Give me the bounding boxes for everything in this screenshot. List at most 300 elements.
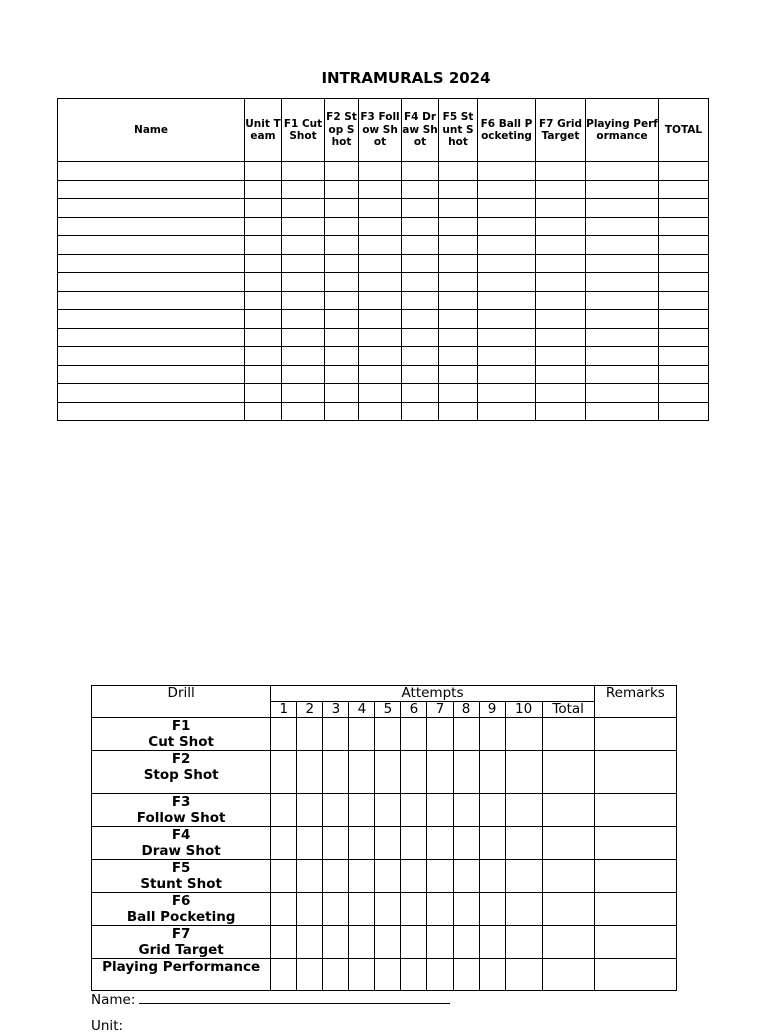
- score-cell[interactable]: [325, 365, 359, 384]
- attempt-cell[interactable]: [479, 718, 505, 751]
- attempt-cell[interactable]: [479, 893, 505, 926]
- attempt-cell[interactable]: [323, 860, 349, 893]
- attempt-cell[interactable]: [297, 860, 323, 893]
- score-cell[interactable]: [245, 402, 282, 421]
- drill-row: [92, 827, 677, 860]
- attempt-cell[interactable]: [453, 860, 479, 893]
- attempt-cell[interactable]: [297, 751, 323, 794]
- attempt-cell[interactable]: [349, 959, 375, 991]
- attempt-cell[interactable]: [375, 926, 401, 959]
- score-cell[interactable]: [245, 180, 282, 199]
- score-cell[interactable]: [439, 236, 478, 255]
- name-blank[interactable]: [139, 991, 450, 1004]
- attempt-cell[interactable]: [479, 827, 505, 860]
- score-cell[interactable]: [58, 291, 245, 310]
- score-cell[interactable]: [536, 236, 586, 255]
- total-cell[interactable]: [542, 794, 594, 827]
- total-cell[interactable]: [542, 860, 594, 893]
- remarks-cell[interactable]: [594, 893, 676, 926]
- score-cell[interactable]: [659, 328, 709, 347]
- attempt-cell[interactable]: [427, 893, 453, 926]
- score-cell[interactable]: [439, 328, 478, 347]
- score-cell[interactable]: [478, 384, 536, 403]
- attempt-cell[interactable]: [453, 794, 479, 827]
- score-cell[interactable]: [402, 273, 439, 292]
- score-cell[interactable]: [245, 347, 282, 366]
- score-cell[interactable]: [659, 365, 709, 384]
- name-label: Name:: [91, 992, 136, 1008]
- attempt-number: 5: [375, 702, 401, 718]
- attempt-cell[interactable]: [271, 860, 297, 893]
- score-cell[interactable]: [359, 254, 402, 273]
- score-cell[interactable]: [58, 310, 245, 329]
- score-cell[interactable]: [659, 162, 709, 181]
- header-f6: F6 Ball Pocketing: [478, 99, 536, 162]
- score-cell[interactable]: [245, 217, 282, 236]
- score-cell[interactable]: [402, 180, 439, 199]
- attempt-cell[interactable]: [401, 893, 427, 926]
- score-cell[interactable]: [58, 162, 245, 181]
- score-cell[interactable]: [245, 273, 282, 292]
- header-name: Name: [58, 99, 245, 162]
- drill-label: [92, 959, 271, 991]
- score-cell[interactable]: [282, 347, 325, 366]
- attempt-number: 4: [349, 702, 375, 718]
- score-cell[interactable]: [659, 254, 709, 273]
- attempt-cell[interactable]: [297, 794, 323, 827]
- attempt-cell[interactable]: [349, 893, 375, 926]
- attempt-cell[interactable]: [323, 827, 349, 860]
- score-cell[interactable]: [282, 254, 325, 273]
- score-cell[interactable]: [282, 328, 325, 347]
- attempt-cell[interactable]: [271, 794, 297, 827]
- score-cell[interactable]: [478, 310, 536, 329]
- attempt-cell[interactable]: [479, 926, 505, 959]
- score-row: [58, 402, 709, 421]
- remarks-cell[interactable]: [594, 860, 676, 893]
- attempt-cell[interactable]: [427, 860, 453, 893]
- score-cell[interactable]: [245, 236, 282, 255]
- score-cell[interactable]: [478, 254, 536, 273]
- attempt-cell[interactable]: [505, 718, 542, 751]
- score-cell[interactable]: [586, 365, 659, 384]
- score-cell[interactable]: [439, 254, 478, 273]
- score-cell[interactable]: [402, 365, 439, 384]
- score-cell[interactable]: [439, 402, 478, 421]
- total-cell[interactable]: [542, 893, 594, 926]
- header-f4: F4 Draw Shot: [402, 99, 439, 162]
- score-cell[interactable]: [659, 217, 709, 236]
- score-cell[interactable]: [245, 254, 282, 273]
- score-cell[interactable]: [439, 180, 478, 199]
- attempt-cell[interactable]: [479, 751, 505, 794]
- score-row: [58, 328, 709, 347]
- remarks-cell[interactable]: [594, 926, 676, 959]
- score-cell[interactable]: [325, 217, 359, 236]
- attempt-cell[interactable]: [505, 794, 542, 827]
- attempt-cell[interactable]: [453, 959, 479, 991]
- score-cell[interactable]: [359, 328, 402, 347]
- score-cell[interactable]: [282, 180, 325, 199]
- score-cell[interactable]: [402, 402, 439, 421]
- total-cell[interactable]: [542, 751, 594, 794]
- score-cell[interactable]: [245, 199, 282, 218]
- score-cell[interactable]: [325, 402, 359, 421]
- attempt-cell[interactable]: [505, 893, 542, 926]
- attempt-cell[interactable]: [375, 959, 401, 991]
- score-cell[interactable]: [586, 384, 659, 403]
- score-cell[interactable]: [478, 199, 536, 218]
- score-cell[interactable]: [659, 180, 709, 199]
- attempt-cell[interactable]: [375, 893, 401, 926]
- attempt-cell[interactable]: [401, 751, 427, 794]
- score-cell[interactable]: [58, 199, 245, 218]
- score-row: [58, 236, 709, 255]
- score-cell[interactable]: [359, 384, 402, 403]
- total-cell[interactable]: [542, 959, 594, 991]
- score-cell[interactable]: [245, 291, 282, 310]
- drill-row: [92, 926, 677, 959]
- score-cell[interactable]: [402, 162, 439, 181]
- attempt-cell[interactable]: [271, 893, 297, 926]
- score-cell[interactable]: [478, 180, 536, 199]
- score-cell[interactable]: [659, 199, 709, 218]
- score-cell[interactable]: [478, 347, 536, 366]
- score-cell[interactable]: [245, 384, 282, 403]
- attempt-cell[interactable]: [453, 926, 479, 959]
- score-cell[interactable]: [325, 199, 359, 218]
- total-cell[interactable]: [542, 827, 594, 860]
- attempt-cell[interactable]: [401, 860, 427, 893]
- score-cell[interactable]: [659, 310, 709, 329]
- score-cell[interactable]: [586, 199, 659, 218]
- attempt-cell[interactable]: [323, 959, 349, 991]
- attempt-cell[interactable]: [323, 926, 349, 959]
- attempt-cell[interactable]: [427, 827, 453, 860]
- attempt-cell[interactable]: [427, 751, 453, 794]
- score-cell[interactable]: [439, 347, 478, 366]
- remarks-cell[interactable]: [594, 794, 676, 827]
- drill-name: Draw Shot: [141, 843, 221, 859]
- score-cell[interactable]: [478, 328, 536, 347]
- score-cell[interactable]: [245, 328, 282, 347]
- score-cell[interactable]: [282, 310, 325, 329]
- score-cell[interactable]: [325, 347, 359, 366]
- drill-row: [92, 959, 677, 991]
- score-cell[interactable]: [586, 254, 659, 273]
- attempt-cell[interactable]: [323, 718, 349, 751]
- remarks-cell[interactable]: [594, 718, 676, 751]
- score-cell[interactable]: [58, 254, 245, 273]
- header-total: TOTAL: [659, 99, 709, 162]
- drill-header-row: [92, 686, 677, 702]
- attempt-cell[interactable]: [349, 794, 375, 827]
- score-cell[interactable]: [536, 291, 586, 310]
- score-cell[interactable]: [282, 199, 325, 218]
- attempt-cell[interactable]: [375, 751, 401, 794]
- score-cell[interactable]: [659, 384, 709, 403]
- attempt-cell[interactable]: [375, 718, 401, 751]
- drill-table: [91, 685, 677, 991]
- score-cell[interactable]: [439, 310, 478, 329]
- score-cell[interactable]: [536, 180, 586, 199]
- attempt-cell[interactable]: [401, 718, 427, 751]
- drill-label: [92, 794, 271, 827]
- score-cell[interactable]: [439, 162, 478, 181]
- attempt-cell[interactable]: [453, 751, 479, 794]
- score-cell[interactable]: [402, 384, 439, 403]
- drill-row: [92, 860, 677, 893]
- score-cell[interactable]: [359, 402, 402, 421]
- drill-row: [92, 893, 677, 926]
- score-cell[interactable]: [58, 347, 245, 366]
- score-cell[interactable]: [659, 402, 709, 421]
- header-unit-team: Unit Team: [245, 99, 282, 162]
- score-cell[interactable]: [402, 254, 439, 273]
- total-cell[interactable]: [542, 926, 594, 959]
- attempt-cell[interactable]: [401, 959, 427, 991]
- score-cell[interactable]: [58, 328, 245, 347]
- score-cell[interactable]: [536, 384, 586, 403]
- attempt-cell[interactable]: [349, 926, 375, 959]
- score-cell[interactable]: [282, 273, 325, 292]
- score-cell[interactable]: [58, 384, 245, 403]
- attempt-cell[interactable]: [479, 860, 505, 893]
- score-cell[interactable]: [478, 402, 536, 421]
- attempt-cell[interactable]: [349, 718, 375, 751]
- score-cell[interactable]: [402, 347, 439, 366]
- score-cell[interactable]: [58, 402, 245, 421]
- score-row: [58, 254, 709, 273]
- attempt-cell[interactable]: [323, 794, 349, 827]
- score-cell[interactable]: [586, 236, 659, 255]
- attempt-cell[interactable]: [479, 794, 505, 827]
- attempt-cell[interactable]: [349, 860, 375, 893]
- score-row: [58, 310, 709, 329]
- drill-label: [92, 926, 271, 959]
- drill-label: [92, 751, 271, 794]
- score-cell[interactable]: [536, 365, 586, 384]
- unit-label: Unit:: [91, 1018, 124, 1034]
- score-cell[interactable]: [478, 365, 536, 384]
- drill-name: Stop Shot: [143, 767, 219, 783]
- score-cell[interactable]: [58, 236, 245, 255]
- score-cell[interactable]: [325, 180, 359, 199]
- attempt-cell[interactable]: [505, 860, 542, 893]
- attempt-cell[interactable]: [297, 893, 323, 926]
- attempt-cell[interactable]: [349, 827, 375, 860]
- score-cell[interactable]: [359, 199, 402, 218]
- attempt-cell[interactable]: [297, 827, 323, 860]
- score-cell[interactable]: [282, 384, 325, 403]
- attempt-number: 3: [323, 702, 349, 718]
- drill-code: F4: [171, 827, 191, 843]
- attempt-cell[interactable]: [427, 794, 453, 827]
- drill-label: [92, 893, 271, 926]
- score-cell[interactable]: [325, 291, 359, 310]
- score-cell[interactable]: [586, 347, 659, 366]
- score-cell[interactable]: [536, 199, 586, 218]
- attempt-number: 1: [271, 702, 297, 718]
- attempt-cell[interactable]: [323, 893, 349, 926]
- score-cell[interactable]: [58, 180, 245, 199]
- score-cell[interactable]: [282, 291, 325, 310]
- score-cell[interactable]: [402, 217, 439, 236]
- score-row: [58, 273, 709, 292]
- score-cell[interactable]: [58, 273, 245, 292]
- score-cell[interactable]: [402, 291, 439, 310]
- score-cell[interactable]: [536, 347, 586, 366]
- attempt-number: 6: [401, 702, 427, 718]
- score-cell[interactable]: [478, 291, 536, 310]
- attempt-cell[interactable]: [271, 959, 297, 991]
- score-cell[interactable]: [359, 236, 402, 255]
- attempt-cell[interactable]: [297, 718, 323, 751]
- score-cell[interactable]: [439, 217, 478, 236]
- score-cell[interactable]: [359, 217, 402, 236]
- remarks-cell[interactable]: [594, 959, 676, 991]
- score-cell[interactable]: [536, 402, 586, 421]
- score-cell[interactable]: [359, 291, 402, 310]
- attempt-cell[interactable]: [375, 827, 401, 860]
- score-cell[interactable]: [586, 217, 659, 236]
- header-f3: F3 Follow Shot: [359, 99, 402, 162]
- score-cell[interactable]: [586, 402, 659, 421]
- score-cell[interactable]: [536, 254, 586, 273]
- score-cell[interactable]: [478, 162, 536, 181]
- score-cell[interactable]: [439, 273, 478, 292]
- attempt-cell[interactable]: [323, 751, 349, 794]
- attempt-cell[interactable]: [427, 718, 453, 751]
- score-cell[interactable]: [325, 384, 359, 403]
- header-f5: F5 Stunt Shot: [439, 99, 478, 162]
- score-cell[interactable]: [282, 162, 325, 181]
- attempt-cell[interactable]: [401, 827, 427, 860]
- score-cell[interactable]: [359, 180, 402, 199]
- drill-code: F3: [171, 794, 191, 810]
- score-cell[interactable]: [439, 199, 478, 218]
- attempt-cell[interactable]: [375, 794, 401, 827]
- score-cell[interactable]: [282, 236, 325, 255]
- attempt-cell[interactable]: [427, 926, 453, 959]
- attempt-cell[interactable]: [297, 926, 323, 959]
- score-cell[interactable]: [359, 365, 402, 384]
- score-cell[interactable]: [402, 199, 439, 218]
- score-cell[interactable]: [282, 402, 325, 421]
- attempt-cell[interactable]: [479, 959, 505, 991]
- score-cell[interactable]: [536, 217, 586, 236]
- score-cell[interactable]: [478, 273, 536, 292]
- score-cell[interactable]: [659, 236, 709, 255]
- score-cell[interactable]: [659, 347, 709, 366]
- score-cell[interactable]: [245, 310, 282, 329]
- remarks-cell[interactable]: [594, 751, 676, 794]
- score-row: [58, 162, 709, 181]
- attempt-cell[interactable]: [453, 827, 479, 860]
- attempt-cell[interactable]: [271, 718, 297, 751]
- header-f7: F7 Grid Target: [536, 99, 586, 162]
- attempt-cell[interactable]: [453, 893, 479, 926]
- score-cell[interactable]: [325, 162, 359, 181]
- attempt-cell[interactable]: [427, 959, 453, 991]
- score-cell[interactable]: [478, 236, 536, 255]
- score-cell[interactable]: [282, 217, 325, 236]
- score-cell[interactable]: [536, 328, 586, 347]
- drill-name: Playing Performance: [102, 959, 261, 975]
- score-cell[interactable]: [325, 254, 359, 273]
- score-cell[interactable]: [659, 273, 709, 292]
- drill-label: [92, 860, 271, 893]
- score-cell[interactable]: [58, 365, 245, 384]
- score-cell[interactable]: [439, 384, 478, 403]
- page-title: INTRAMURALS 2024: [321, 69, 491, 87]
- score-cell[interactable]: [586, 310, 659, 329]
- score-cell[interactable]: [282, 365, 325, 384]
- score-cell[interactable]: [359, 347, 402, 366]
- drill-code: F7: [171, 926, 191, 942]
- score-row: [58, 365, 709, 384]
- score-cell[interactable]: [536, 273, 586, 292]
- total-cell[interactable]: [542, 718, 594, 751]
- score-cell[interactable]: [439, 365, 478, 384]
- score-cell[interactable]: [245, 162, 282, 181]
- score-cell[interactable]: [58, 217, 245, 236]
- attempt-cell[interactable]: [401, 794, 427, 827]
- attempt-cell[interactable]: [297, 959, 323, 991]
- score-cell[interactable]: [325, 273, 359, 292]
- score-cell[interactable]: [586, 273, 659, 292]
- attempt-cell[interactable]: [505, 926, 542, 959]
- score-cell[interactable]: [536, 162, 586, 181]
- attempt-cell[interactable]: [453, 718, 479, 751]
- header-f1: F1 Cut Shot: [282, 99, 325, 162]
- score-cell[interactable]: [659, 291, 709, 310]
- remarks-cell[interactable]: [594, 827, 676, 860]
- drill-name: Grid Target: [138, 942, 224, 958]
- attempt-cell[interactable]: [349, 751, 375, 794]
- attempt-cell[interactable]: [375, 860, 401, 893]
- score-cell[interactable]: [402, 310, 439, 329]
- score-cell[interactable]: [478, 217, 536, 236]
- attempt-cell[interactable]: [271, 827, 297, 860]
- score-cell[interactable]: [402, 328, 439, 347]
- score-cell[interactable]: [325, 236, 359, 255]
- attempt-cell[interactable]: [271, 751, 297, 794]
- attempt-cell[interactable]: [505, 751, 542, 794]
- drill-name: Stunt Shot: [140, 876, 222, 892]
- drill-name: Follow Shot: [136, 810, 226, 826]
- attempt-cell[interactable]: [401, 926, 427, 959]
- score-cell[interactable]: [586, 162, 659, 181]
- attempt-cell[interactable]: [271, 926, 297, 959]
- attempt-cell[interactable]: [505, 959, 542, 991]
- score-cell[interactable]: [586, 180, 659, 199]
- score-cell[interactable]: [402, 236, 439, 255]
- score-cell[interactable]: [325, 310, 359, 329]
- score-cell[interactable]: [586, 328, 659, 347]
- score-cell[interactable]: [359, 273, 402, 292]
- score-cell[interactable]: [586, 291, 659, 310]
- score-cell[interactable]: [245, 365, 282, 384]
- attempt-cell[interactable]: [505, 827, 542, 860]
- drill-name: Ball Pocketing: [126, 909, 236, 925]
- score-cell[interactable]: [439, 291, 478, 310]
- score-cell[interactable]: [325, 328, 359, 347]
- score-cell[interactable]: [359, 162, 402, 181]
- score-cell[interactable]: [359, 310, 402, 329]
- score-cell[interactable]: [536, 310, 586, 329]
- drill-label: [92, 718, 271, 751]
